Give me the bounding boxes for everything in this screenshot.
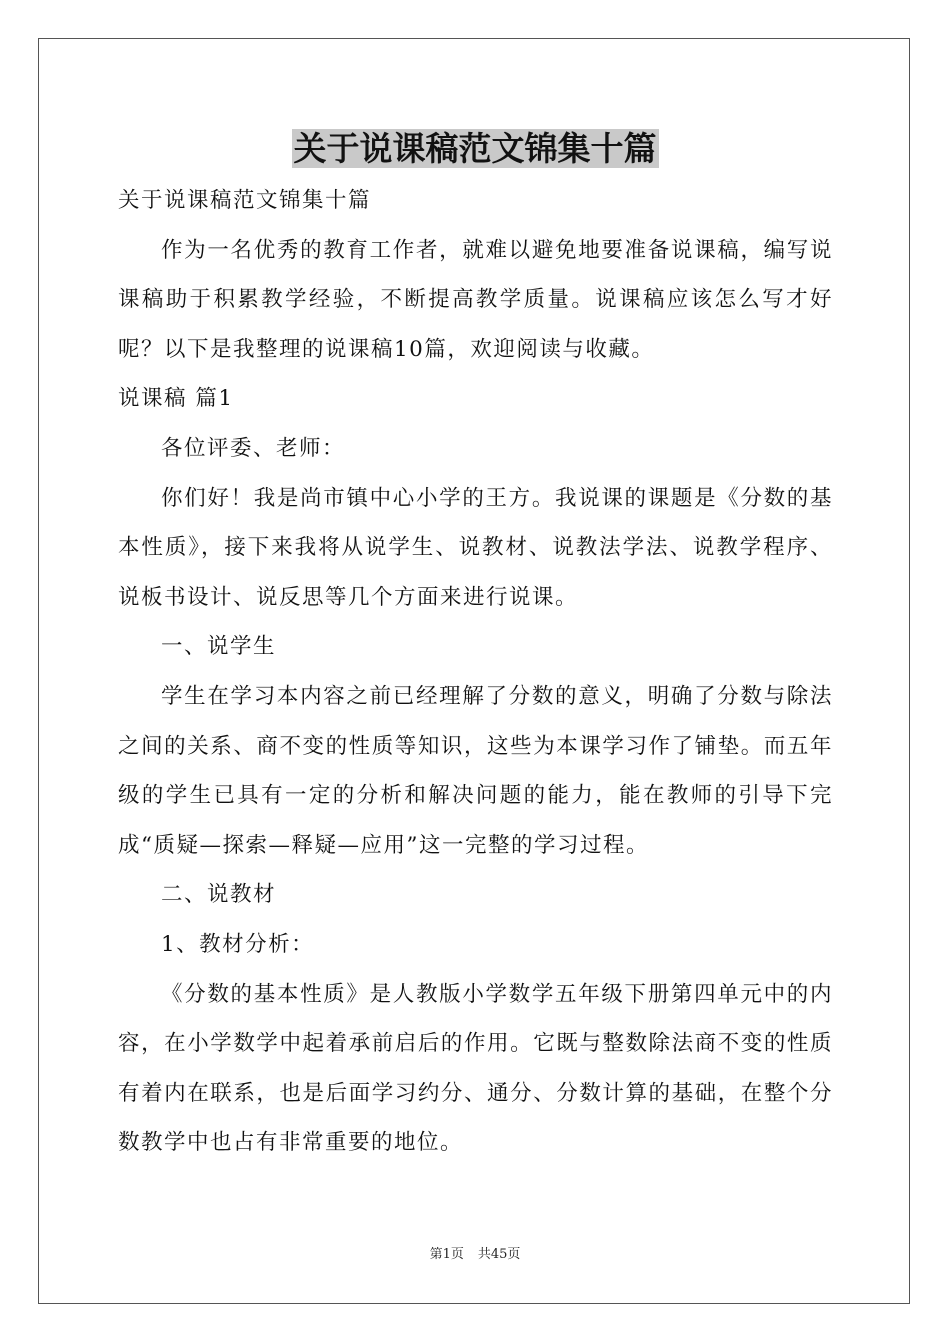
document-title-text: 关于说课稿范文锦集十篇 [293,129,657,168]
page-number: 第1页 [429,1247,464,1262]
page-footer [0,1246,950,1264]
paragraph: 关于说课稿范文锦集十篇 [118,188,372,213]
paragraph: 二、说教材 [161,882,277,908]
document-body [118,176,833,1168]
paragraph: 说课稿 篇1 [118,386,234,412]
paragraph: 学生在学习本内容之前已经理解了分数的意义，明确了分数与除法之间的关系、商不变的性质等知识，这些为本课学习作了铺垫。而五年级的学生已具有一定的分析和解决问题的能力，能在教师的引导下完成“质疑—探索—释疑—应用”这一完整的学习过程。 [118,683,833,858]
paragraph: 作为一名优秀的教育工作者，就难以避免地要准备说课稿，编写说课稿助于积累教学经验，不断提高教学质量。说课稿应该怎么写才好呢？以下是我整理的说课稿10篇，欢迎阅读与收藏。 [118,237,833,362]
paragraph: 各位评委、老师： [161,435,346,461]
paragraph: 《分数的基本性质》是人教版小学数学五年级下册第四单元中的内容，在小学数学中起着承前启后的作用。它既与整数除法商不变的性质有着内在联系，也是后面学习约分、通分、分数计算的基础，在整个分数教学中也占有非常重要的地位。 [118,981,833,1156]
paragraph: 一、说学生 [161,634,277,660]
paragraph: 1、教材分析： [161,931,315,957]
paragraph: 你们好！我是尚市镇中心小学的王方。我说课的课题是《分数的基本性质》，接下来我将从说学生、说教材、说教法学法、说教学程序、说板书设计、说反思等几个方面来进行说课。 [118,485,833,610]
document-title [0,127,950,171]
page-total: 共45页 [477,1247,521,1262]
